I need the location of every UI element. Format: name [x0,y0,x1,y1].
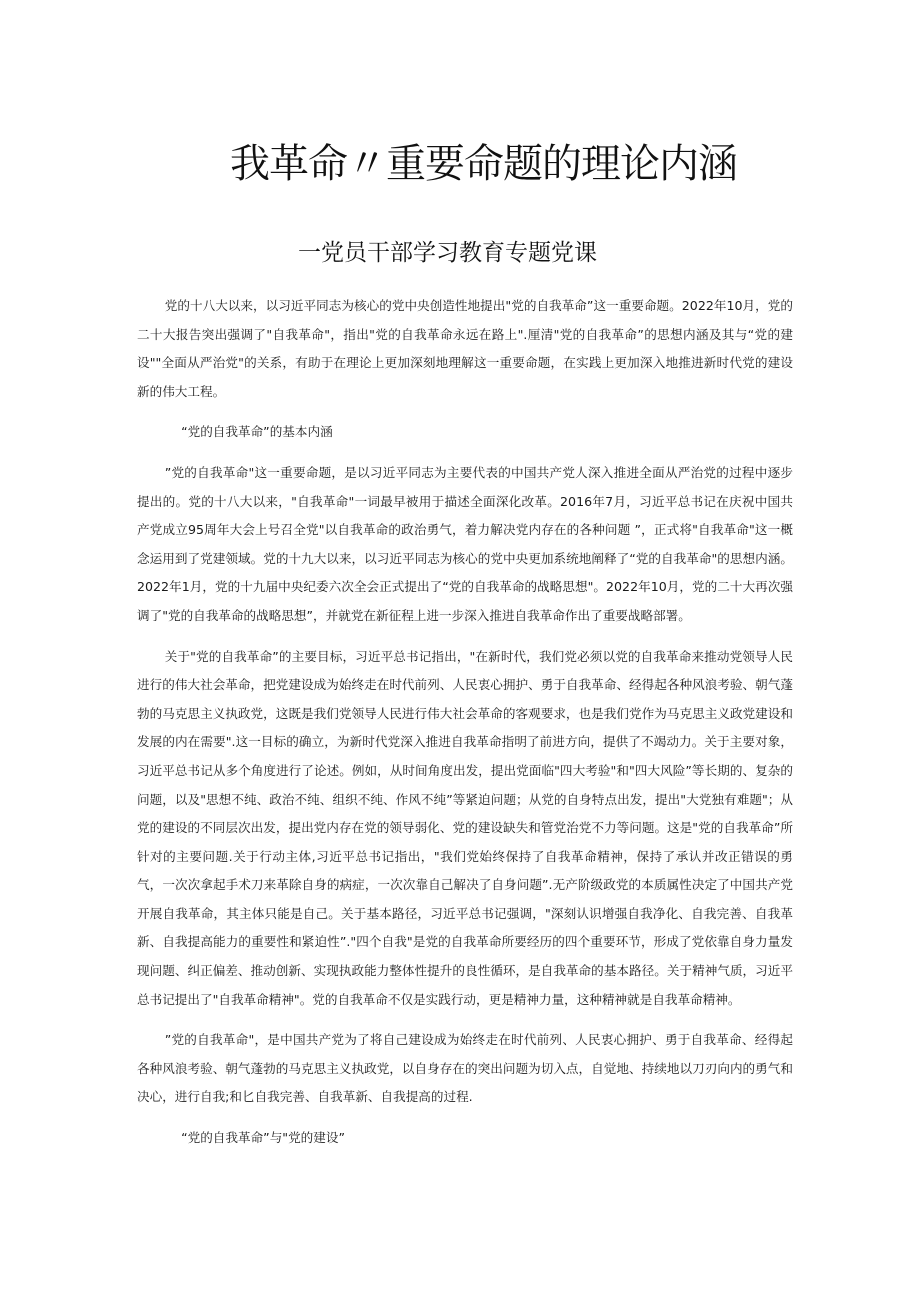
body-paragraph: ”党的自我革命"，是中国共产党为了将自己建设成为始终走在时代前列、人民衷心拥护、勇于自我革命、经得起各种风浪考验、朝气蓬勃的马克思主义执政党，以自身存在的突出问题为切入点，自觉地、持续地以刀刃向内的勇气和决心，进行自我;和匕自我完善、自我革新、自我提高的过程. [137,1032,793,1105]
document-subtitle: 一党员干部学习教育专题党课 [298,240,597,266]
document-body [137,292,793,1153]
section-heading-basic-meaning: “党的自我革命”的基本内涵 [181,424,333,440]
intro-paragraph: 党的十八大以来，以习近平同志为核心的党中央创造性地提出"党的自我革命”这一重要命题。2022年10月，党的二十大报告突出强调了"自我革命"，指出"党的自我革命永远在路上".厘清"党的自我革命”的思想内涵及其与“党的建设""全面从严治党"的关系，有助于在理论上更加深刻地理解这一重要命题，在实践上更加深入地推进新时代党的建设新的伟大工程。 [137,298,793,399]
section-heading-relation: “党的自我革命”与"党的建设” [181,1130,345,1146]
document-title: 我革命〃重要命题的理论内涵 [230,141,737,187]
body-paragraph: 关于"党的自我革命”的主要目标，习近平总书记指出，"在新时代，我们党必须以党的自我革命来推动党领导人民进行的伟大社会革命，把党建设成为始终走在时代前列、人民衷心拥护、勇于自我革命、经得起各种风浪考验、朝气蓬勃的马克思主义执政党，这既是我们党领导人民进行伟大社会革命的客观要求，也是我们党作为马克思主义政党建设和发展的内在需要".这一目标的确立，为新时代党深入推进自我革命指明了前进方向，提供了不竭动力。关于主要对象，习近平总书记从多个角度进行了论述。例如，从时间角度出发，提出党面临"四大考验"和"四大风险”等长期的、复杂的问题，以及"思想不纯、政治不纯、组织不纯、作风不纯”等紧迫问题；从党的自身特点出发，提出"大党独有难题"；从党的建设的不同层次出发，提出党内存在党的领导弱化、党的建设缺失和管党治党不力等问题。这是"党的自我革命”所针对的主要问题.关于行动主体,习近平总书记指出，"我们党始终保持了自我革命精神，保持了承认并改正错误的勇气，一次次拿起手术刀来革除自身的病症，一次次靠自己解决了自身问题”.无产阶级政党的本质属性决定了中国共产党开展自我革命，其主体只能是自己。关于基本路径，习近平总书记强调，"深刻认识增强自我净化、自我完善、自我革新、自我提高能力的重要性和紧迫性”."四个自我"是党的自我革命所要经历的四个重要环节，形成了党依靠自身力量发现问题、纠正偏差、推动创新、实现执政能力整体性提升的良性循环，是自我革命的基本路径。关于精神气质，习近平总书记提出了"自我革命精神"。党的自我革命不仅是实践行动，更是精神力量，这种精神就是自我革命精神。 [137,648,793,1007]
body-paragraph: ”党的自我革命"这一重要命题，是以习近平同志为主要代表的中国共产党人深入推进全面从严治党的过程中逐步提出的。党的十八大以来，"自我革命"一词最早被用于描述全面深化改革。2016年7月，习近平总书记在庆祝中国共产党成立95周年大会上号召全党"以自我革命的政治勇气，着力解决党内存在的各种问题 ”，正式将"自我革命"这一概念运用到了党建领域。党的十九大以来，以习近平同志为核心的党中央更加系统地阐释了“党的自我革命"的思想内涵。2022年1月，党的十九届中央纪委六次全会正式提出了“党的自我革命的战略思想"。2022年10月，党的二十大再次强调了"党的自我革命的战略思想”，并就党在新征程上进一步深入推进自我革命作出了重要战略部署。 [137,464,793,623]
